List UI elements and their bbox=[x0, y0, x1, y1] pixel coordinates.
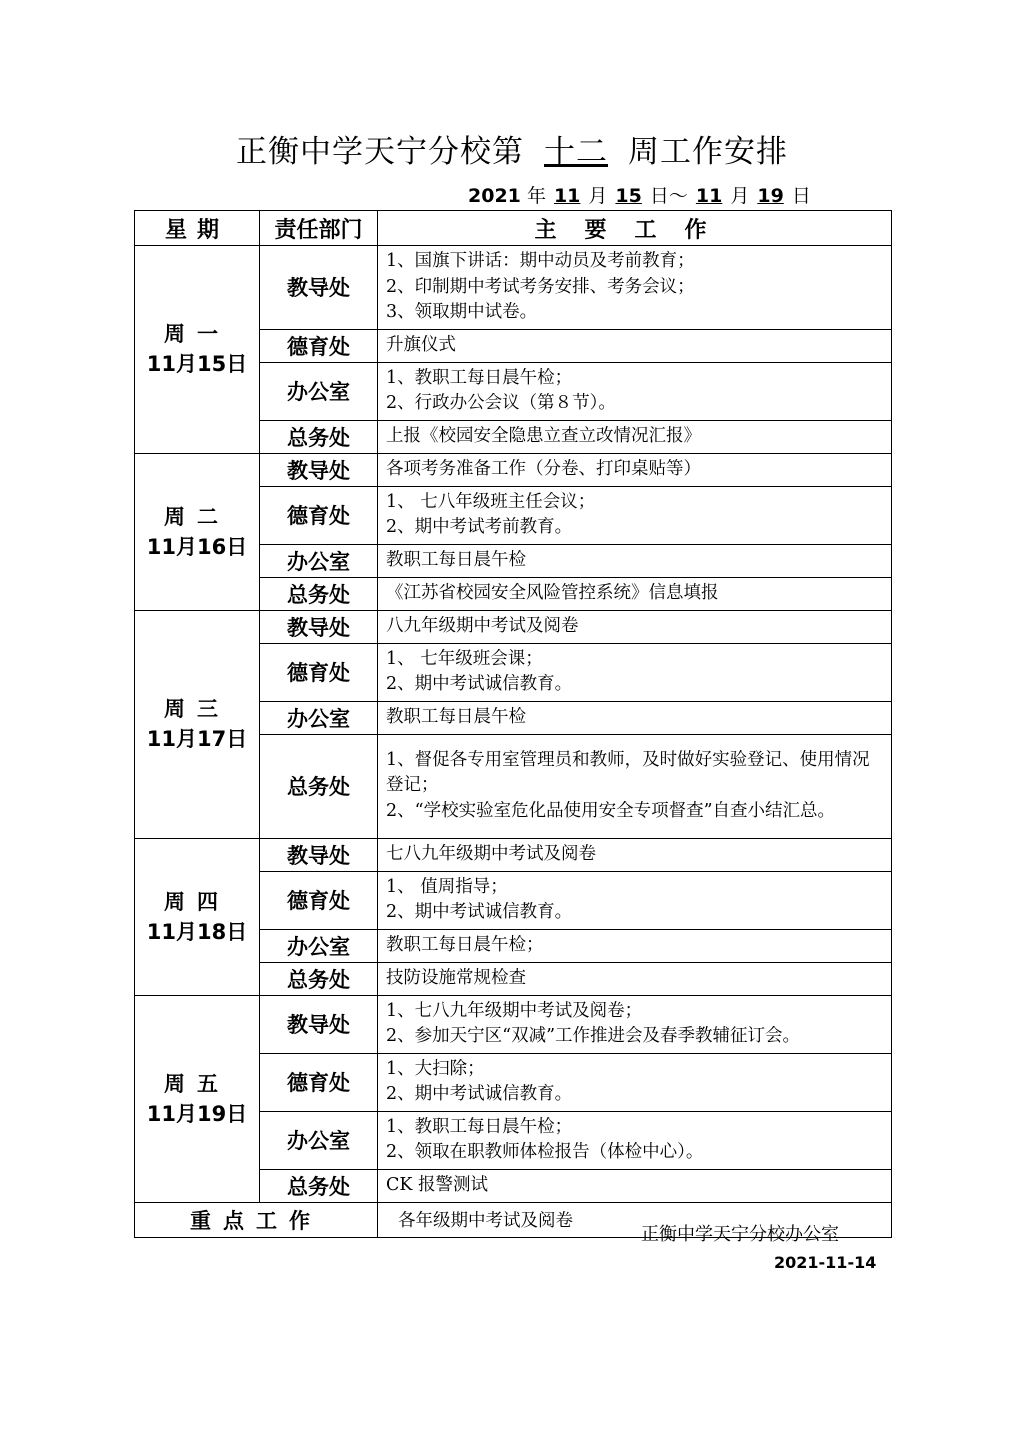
start-month: 11 bbox=[553, 185, 581, 207]
dept-cell: 德育处 bbox=[260, 871, 378, 929]
work-cell bbox=[378, 362, 892, 420]
work-cell bbox=[378, 453, 892, 486]
work-line: 教职工每日晨午检； bbox=[386, 934, 544, 955]
day-date: 11月19日 bbox=[146, 1101, 248, 1126]
work-line: 教职工每日晨午检 bbox=[386, 706, 526, 727]
work-line: 1、 七八年级班主任会议； bbox=[386, 491, 596, 512]
day-cell bbox=[135, 453, 260, 610]
work-cell bbox=[378, 577, 892, 610]
work-line: 1、大扫除； bbox=[386, 1058, 485, 1079]
work-line: 教职工每日晨午检 bbox=[386, 549, 526, 570]
day-cell bbox=[135, 838, 260, 995]
page-title bbox=[0, 126, 1024, 171]
work-line: 技防设施常规检查 bbox=[386, 967, 526, 988]
work-cell bbox=[378, 734, 892, 838]
day-cell bbox=[135, 246, 260, 454]
work-cell bbox=[378, 838, 892, 871]
work-line: 1、国旗下讲话：期中动员及考前教育； bbox=[386, 251, 695, 271]
day-date: 11月16日 bbox=[146, 534, 248, 559]
work-line: 1、教职工每日晨午检； bbox=[386, 367, 573, 388]
dept-cell: 德育处 bbox=[260, 643, 378, 701]
work-line: 七八九年级期中考试及阅卷 bbox=[386, 843, 596, 864]
day-name: 周五 bbox=[164, 1071, 230, 1096]
day-date: 11月18日 bbox=[146, 919, 248, 944]
work-line: 1、 值周指导； bbox=[386, 876, 508, 897]
work-line: 上报《校园安全隐患立查立改情况汇报》 bbox=[386, 425, 701, 446]
year-label: 年 bbox=[526, 185, 546, 207]
dept-cell: 总务处 bbox=[260, 420, 378, 453]
dept-cell: 总务处 bbox=[260, 962, 378, 995]
dept-cell: 教导处 bbox=[260, 610, 378, 643]
table-row bbox=[135, 610, 892, 643]
work-cell bbox=[378, 246, 892, 330]
work-cell bbox=[378, 1111, 892, 1169]
dept-cell: 教导处 bbox=[260, 995, 378, 1053]
dept-cell: 德育处 bbox=[260, 486, 378, 544]
work-cell bbox=[378, 1053, 892, 1111]
title-prefix: 正衡中学天宁分校第 bbox=[236, 134, 524, 170]
year: 2021 bbox=[468, 185, 521, 207]
work-cell bbox=[378, 962, 892, 995]
schedule-table bbox=[134, 210, 892, 1238]
footer-date: 2021-11-14 bbox=[774, 1253, 877, 1272]
work-line: 2、印制期中考试考务安排、考务会议； bbox=[386, 276, 695, 297]
dept-cell: 德育处 bbox=[260, 329, 378, 362]
work-cell bbox=[378, 929, 892, 962]
dept-cell: 办公室 bbox=[260, 362, 378, 420]
work-line: 1、督促各专用室管理员和教师，及时做好实验登记、使用情况登记； bbox=[386, 749, 870, 796]
day-name: 周二 bbox=[164, 504, 230, 529]
work-line: 1、 七年级班会课； bbox=[386, 648, 543, 669]
week-number: 十二 bbox=[544, 134, 608, 170]
table-row bbox=[135, 246, 892, 330]
dept-cell: 教导处 bbox=[260, 246, 378, 330]
work-line: 2、期中考试诚信教育。 bbox=[386, 902, 573, 922]
day-name: 周三 bbox=[164, 697, 230, 721]
dept-cell: 教导处 bbox=[260, 838, 378, 871]
table-header-row bbox=[135, 211, 892, 246]
dept-cell: 办公室 bbox=[260, 544, 378, 577]
month-label: 月 bbox=[588, 185, 608, 207]
start-day: 15 bbox=[615, 185, 642, 207]
work-line: 2、行政办公会议（第８节）。 bbox=[386, 393, 616, 413]
table-row bbox=[135, 995, 892, 1053]
work-cell bbox=[378, 701, 892, 734]
key-work-label: 重点工作 bbox=[135, 1202, 378, 1237]
work-line: CK 报警测试 bbox=[386, 1174, 489, 1195]
work-line: 2、期中考试诚信教育。 bbox=[386, 674, 573, 694]
day-date: 11月15日 bbox=[146, 352, 248, 377]
work-cell bbox=[378, 329, 892, 362]
work-cell bbox=[378, 420, 892, 453]
day-cell bbox=[135, 610, 260, 838]
work-cell bbox=[378, 643, 892, 701]
dept-cell: 教导处 bbox=[260, 453, 378, 486]
work-line: 1、教职工每日晨午检； bbox=[386, 1116, 573, 1137]
dept-cell: 办公室 bbox=[260, 701, 378, 734]
day-cell bbox=[135, 995, 260, 1202]
work-cell bbox=[378, 995, 892, 1053]
schedule-body bbox=[135, 246, 892, 1203]
dept-cell: 办公室 bbox=[260, 1111, 378, 1169]
day-date: 11月17日 bbox=[146, 727, 248, 751]
work-cell bbox=[378, 871, 892, 929]
dept-cell: 总务处 bbox=[260, 734, 378, 838]
work-line: 2、期中考试考前教育。 bbox=[386, 517, 573, 537]
end-day: 19 bbox=[757, 185, 784, 207]
table-row bbox=[135, 838, 892, 871]
day-name: 周四 bbox=[164, 889, 230, 914]
end-month: 11 bbox=[695, 185, 723, 207]
work-line: 1、七八九年级期中考试及阅卷； bbox=[386, 1000, 643, 1021]
title-suffix: 周工作安排 bbox=[628, 134, 788, 170]
work-cell bbox=[378, 610, 892, 643]
dept-cell: 德育处 bbox=[260, 1053, 378, 1111]
work-line: 2、期中考试诚信教育。 bbox=[386, 1084, 573, 1104]
work-line: 2、参加天宁区“双减”工作推进会及春季教辅征订会。 bbox=[386, 1026, 801, 1046]
work-cell bbox=[378, 544, 892, 577]
work-line: 升旗仪式 bbox=[386, 334, 456, 355]
dept-cell: 办公室 bbox=[260, 929, 378, 962]
header-work: 主要工作 bbox=[378, 211, 892, 246]
day-label: 日～ bbox=[649, 185, 688, 207]
work-line: 《江苏省校园安全风险管控系统》信息填报 bbox=[386, 582, 719, 603]
end-day-label: 日 bbox=[791, 185, 811, 207]
table-row bbox=[135, 453, 892, 486]
header-dept: 责任部门 bbox=[260, 211, 378, 246]
work-cell bbox=[378, 1169, 892, 1202]
header-day: 星期 bbox=[135, 211, 260, 246]
work-line: 各项考务准备工作（分卷、打印桌贴等） bbox=[386, 458, 701, 479]
work-line: 2、领取在职教师体检报告（体检中心）。 bbox=[386, 1142, 704, 1162]
day-name: 周一 bbox=[164, 322, 230, 347]
end-month-label: 月 bbox=[730, 185, 750, 207]
key-work-value: 各年级期中考试及阅卷 bbox=[378, 1202, 892, 1237]
dept-cell: 总务处 bbox=[260, 1169, 378, 1202]
footer-org: 正衡中学天宁分校办公室 bbox=[641, 1224, 839, 1245]
dept-cell: 总务处 bbox=[260, 577, 378, 610]
work-line: 八九年级期中考试及阅卷 bbox=[386, 615, 579, 636]
date-range bbox=[468, 181, 811, 208]
work-cell bbox=[378, 486, 892, 544]
work-line: 3、领取期中试卷。 bbox=[386, 302, 538, 322]
work-line: 2、“学校实验室危化品使用安全专项督查”自查小结汇总。 bbox=[386, 800, 836, 821]
